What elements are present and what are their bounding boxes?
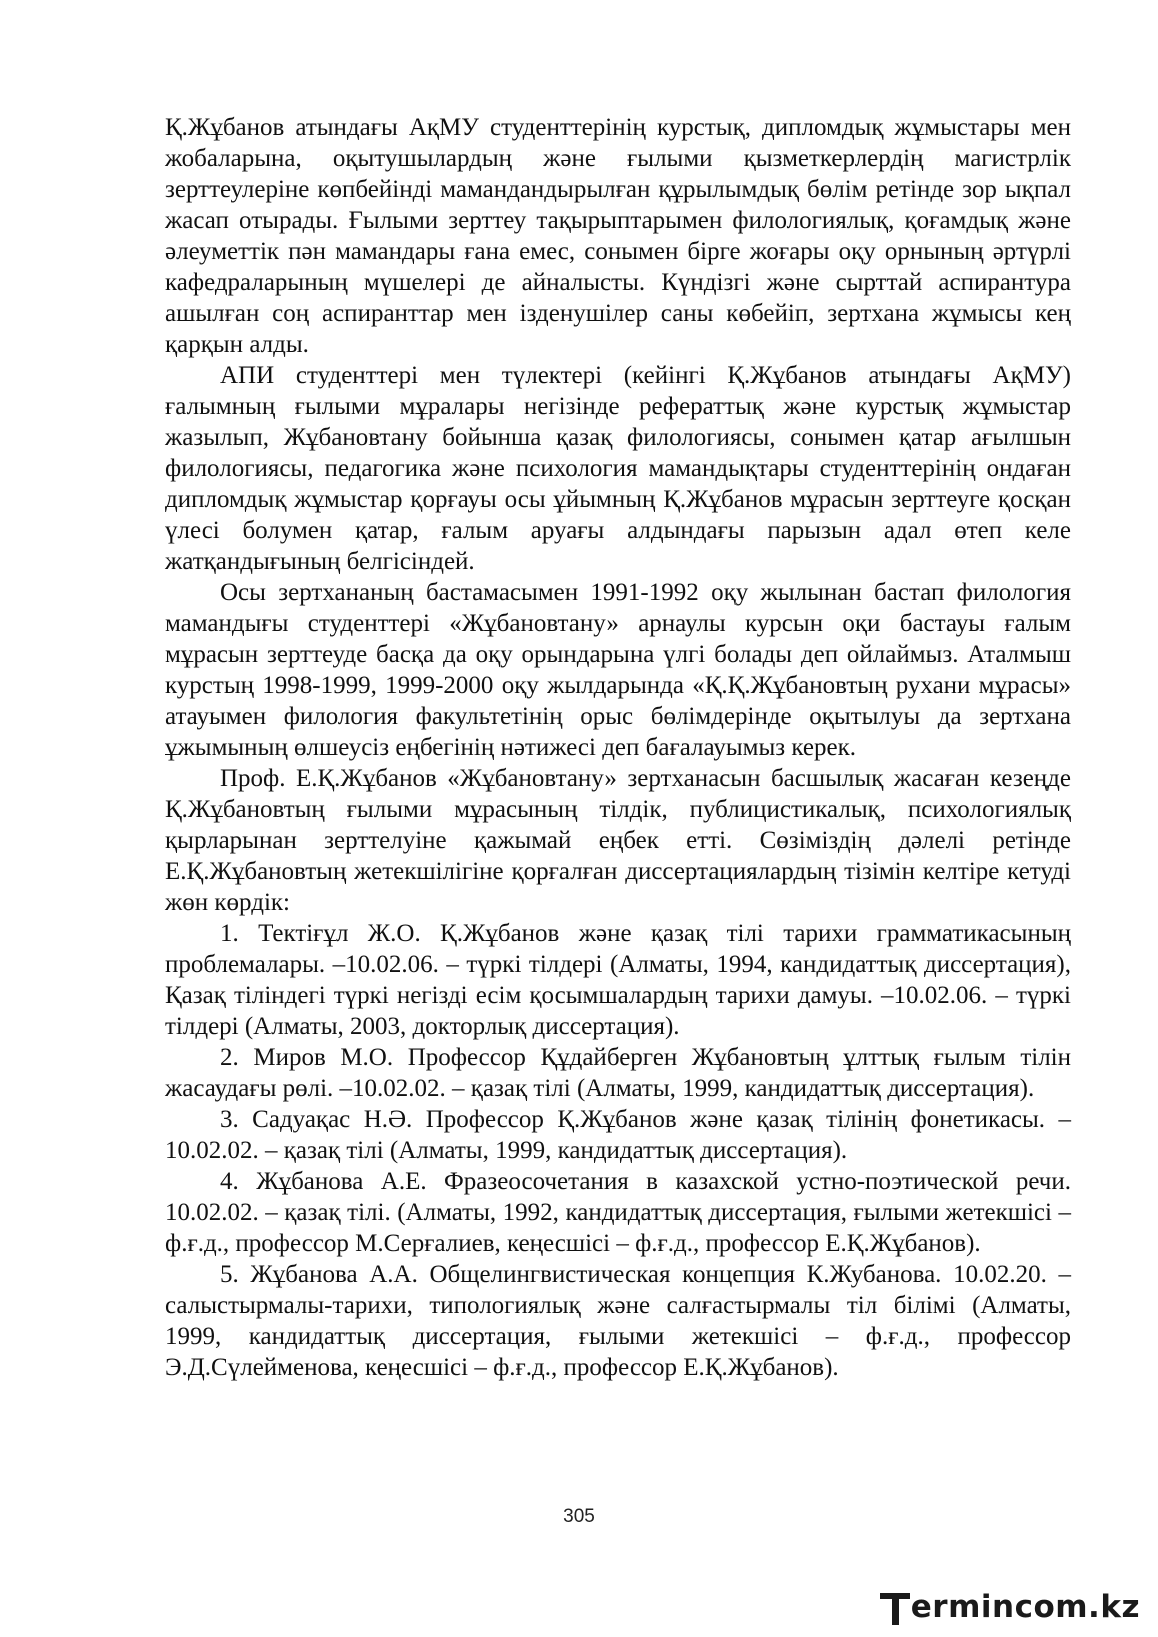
paragraph-2: АПИ студенттері мен түлектері (кейінгі Қ.Жұбанов атындағы АқМУ) ғалымның ғылыми мұралары негізінде рефераттық және курстық жұмыстар жазылып, Жұбановтану бойынша қазақ филологиясы, сонымен қатар ағылшын филологиясы, педагогика және психология мамандықтары студенттерінің ондаған дипломдық жұмыстар қорғауы осы ұйымның Қ.Жұбанов мұрасын зерттеуге қосқан үлесі болумен қатар, ғалым аруағы алдындағы парызын адал өтеп келе жатқандығының белгісіндей.: [165, 362, 1071, 575]
list-item-2: 2. Миров М.О. Профессор Құдайберген Жұбановтың ұлттық ғылым тілін жасаудағы рөлі. –10.02.02. – қазақ тілі (Алматы, 1999, кандидаттық диссертация).: [165, 1044, 1071, 1102]
paragraph-4: Проф. Е.Қ.Жұбанов «Жұбановтану» зертханасын басшылық жасаған кезеңде Қ.Жұбановтың ғылыми мұрасының тілдік, публицистикалық, психологиялық қырларынан зерттелуіне қажымай еңбек етті. Сөзіміздің дәлелі ретінде Е.Қ.Жұбановтың жетекшілігіне қорғалған диссертациялардың тізімін келтіре кетуді жөн көрдік:: [165, 765, 1071, 916]
paragraph-1: Қ.Жұбанов атындағы АқМУ студенттерінің курстық, дипломдық жұмыстары мен жобаларына, оқытушылардың және ғылыми қызметкерлердің магистрлік зерттеулеріне көпбейінді мамандандырылған құрылымдық бөлім ретінде зор ықпал жасап отырады. Ғылыми зерттеу тақырыптарымен филологиялық, қоғамдық және әлеуметтік пән мамандары ғана емес, сонымен бірге жоғары оқу орнының әртүрлі кафедраларының мүшелері де айналысты. Күндізгі және сырттай аспирантура ашылған соң аспиранттар мен ізденушілер саны көбейіп, зертхана жұмысы кең қарқын алды.: [165, 114, 1071, 358]
list-item-4: 4. Жұбанова А.Е. Фразеосочетания в казахской устно-поэтической речи. 10.02.02. – қазақ тілі. (Алматы, 1992, кандидаттық диссертация, ғылыми жетекшісі – ф.ғ.д., профессор М.Серғалиев, кеңесшісі – ф.ғ.д., профессор Е.Қ.Жұбанов).: [165, 1168, 1071, 1257]
list-item-3: 3. Садуақас Н.Ә. Профессор Қ.Жұбанов және қазақ тілінің фонетикасы. –10.02.02. – қазақ тілі (Алматы, 1999, кандидаттық диссертация).: [165, 1106, 1071, 1164]
list-item-5: 5. Жұбанова А.А. Общелингвистическая концепция К.Жубанова. 10.02.20. – салыстырмалы-тарихи, типологиялық және салғастырмалы тіл білімі (Алматы, 1999, кандидаттық диссертация, ғылыми жетекшісі – ф.ғ.д., профессор Э.Д.Сүлейменова, кеңесшісі – ф.ғ.д., профессор Е.Қ.Жұбанов).: [165, 1261, 1071, 1381]
page-number: 305: [563, 1506, 595, 1527]
paragraph-3: Осы зертхананың бастамасымен 1991-1992 оқу жылынан бастап филология мамандығы студенттері «Жұбановтану» арнаулы курсын оқи бастауы ғалым мұрасын зерттеуде басқа да оқу орындарына үлгі болады деп ойлаймыз. Аталмыш курстың 1998-1999, 1999-2000 оқу жылдарында «Қ.Қ.Жұбановтың рухани мұрасы» атауымен филология факультетінің орыс бөлімдерінде оқытылуы да зертхана ұжымының өлшеусіз еңбегінің нәтижесі деп бағалауымыз керек.: [165, 579, 1071, 761]
list-item-1: 1. Тектіғұл Ж.О. Қ.Жұбанов және қазақ тілі тарихи грамматикасының проблемалары. –10.02.06. – түркі тілдері (Алматы, 1994, кандидаттық диссертация), Қазақ тіліндегі түркі негізді есім қосымшалардың тарихи дамуы. –10.02.06. – түркі тілдері (Алматы, 2003, докторлық диссертация).: [165, 920, 1071, 1040]
watermark-logo: [880, 1585, 1140, 1629]
document-body: [165, 112, 1071, 1383]
t-logo-icon: [880, 1587, 910, 1627]
watermark-text: ermincom.kz: [910, 1589, 1140, 1625]
